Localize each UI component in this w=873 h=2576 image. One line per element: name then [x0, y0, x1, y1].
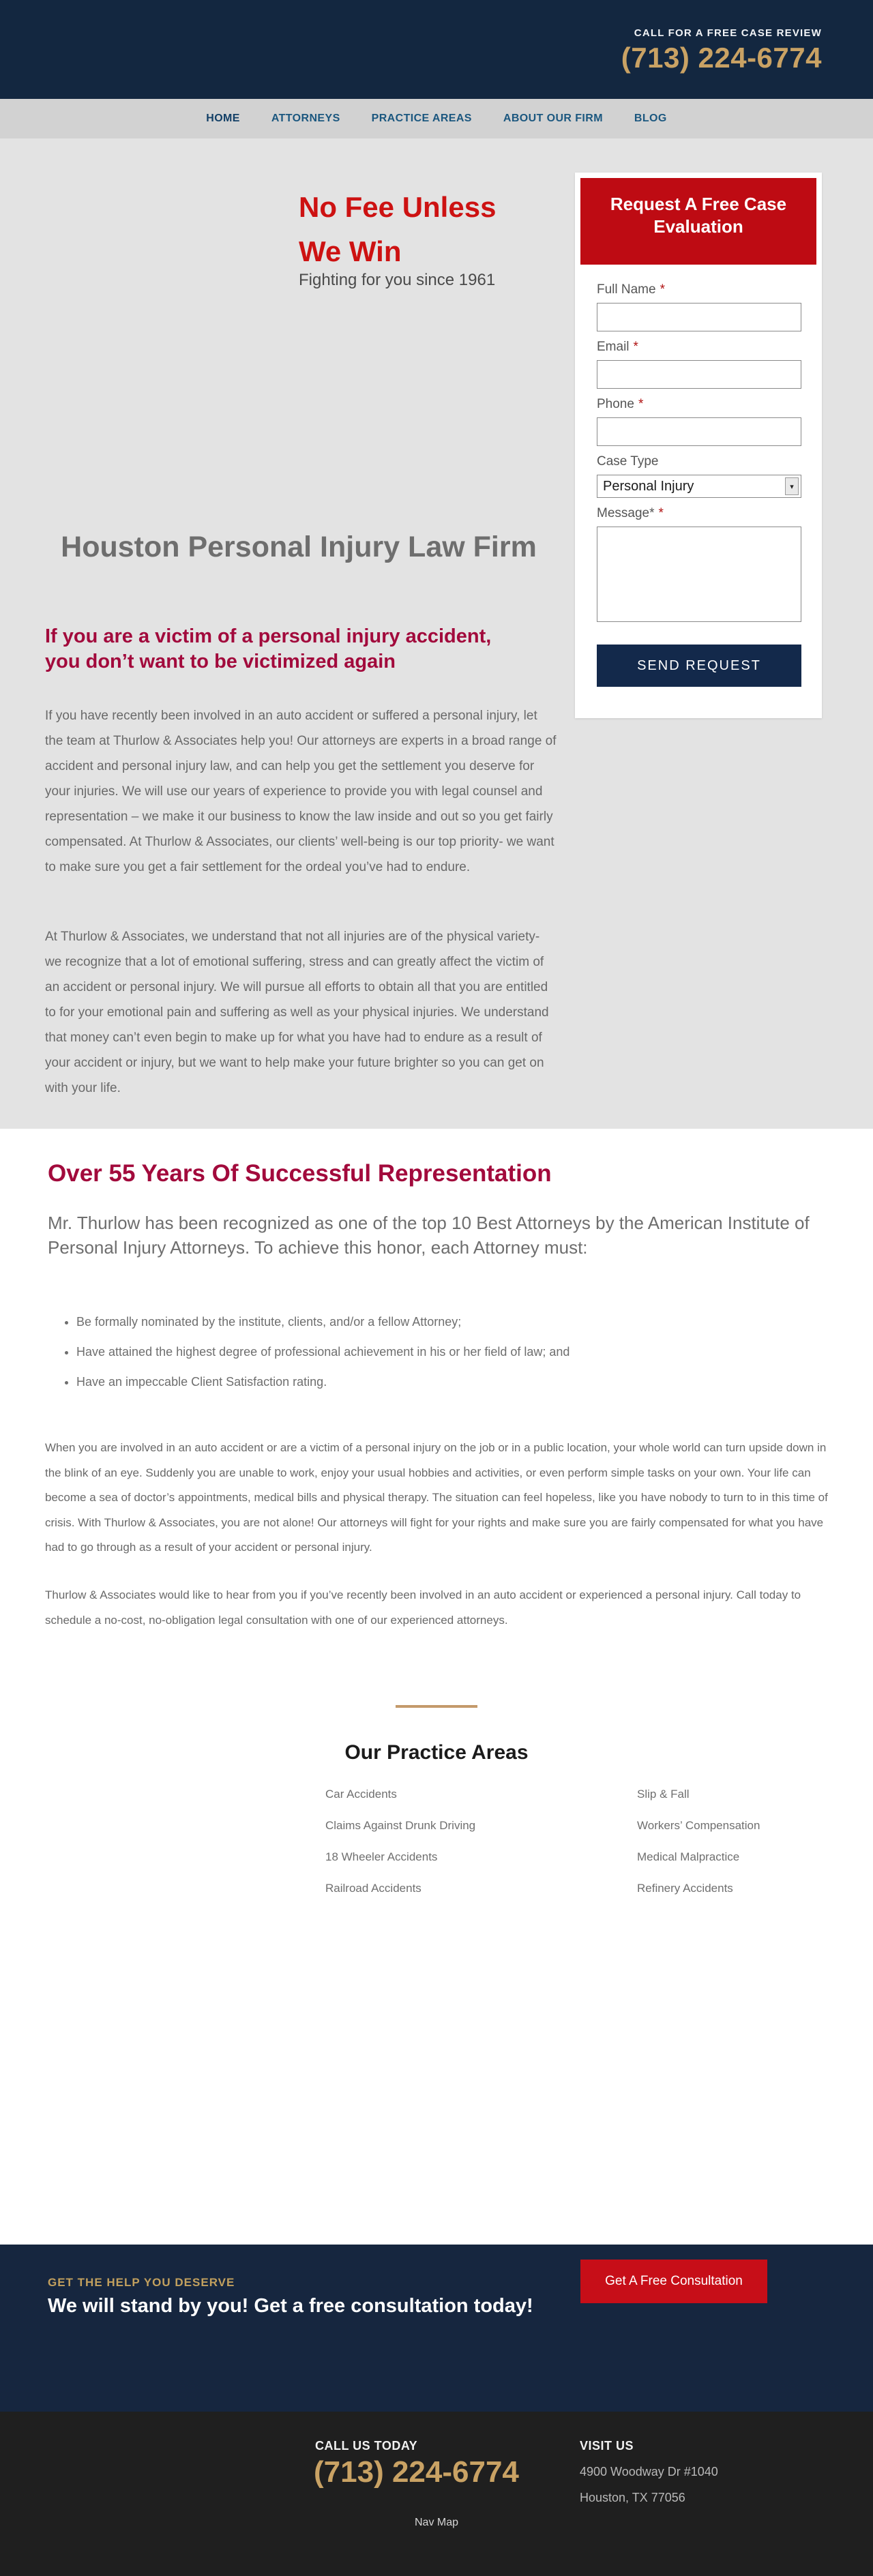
header-phone-number[interactable]: (713) 224-6774 — [621, 42, 822, 74]
case-type-label: Case Type — [597, 454, 659, 469]
practice-areas-left-column — [325, 1788, 475, 1913]
footer — [0, 2412, 873, 2576]
cta-band — [0, 2245, 873, 2412]
hero-headline — [299, 185, 496, 273]
representation-paragraph-2: Thurlow & Associates would like to hear from you if you’ve recently been involved in an auto accident or experienced a personal injury. Call today to schedule a no-cost, no-obligation legal consultation with one of our experienced attorneys. — [45, 1588, 801, 1627]
email-label: Email * — [597, 340, 638, 354]
practice-link-18-wheeler[interactable]: 18 Wheeler Accidents — [325, 1850, 438, 1863]
chevron-down-icon: ▾ — [785, 477, 799, 495]
phone-label: Phone * — [597, 397, 644, 411]
hero-paragraph-2: At Thurlow & Associates, we understand that not all injuries are of the physical variety- we recognize that a lot of emotional suffering, stress and can greatly affect the victim of an accident or personal injury. We will pursue all efforts to obtain all that you are entitled to for your emotional pain and suffering as well as your physical injuries. We understand that money can’t even begin to make up for what you have had to endure as a result of your accident or injury, but we want to help make your future brighter so you can get on with your life. — [45, 930, 549, 1096]
form-title: Request A Free Case Evaluation — [610, 194, 787, 237]
case-type-select[interactable] — [597, 475, 801, 498]
full-name-label: Full Name * — [597, 282, 665, 297]
message-label: Message* * — [597, 506, 664, 520]
representation-paragraph-1: When you are involved in an auto accident or are a victim of a personal injury on the job or in a public location, your whole world can turn upside down in the blink of an eye. Suddenly you are unable to work, enjoy your usual hobbies and activities, or even perform simple tasks on your own. Your life can become a sea of doctor’s appointments, medical bills and physical therapy. The situation can feel hopeless, like you have nobody to turn to in this time of crisis. With Thurlow & Associates, you are not alone! Our attorneys will fight for your rights and make sure you are fairly compensated for what you have had to go through as a result of your accident or personal injury. — [45, 1441, 828, 1554]
main-nav — [0, 99, 873, 138]
hero-tagline: Fighting for you since 1961 — [299, 271, 496, 289]
case-type-selected-value: Personal Injury — [603, 478, 694, 494]
practice-link-drunk-driving[interactable]: Claims Against Drunk Driving — [325, 1819, 476, 1832]
get-free-consultation-button[interactable]: Get A Free Consultation — [580, 2260, 767, 2303]
list-item: • Have an impeccable Client Satisfaction rating. — [76, 1373, 581, 1392]
required-asterisk: * — [633, 340, 638, 354]
nav-item-practice-areas[interactable]: PRACTICE AREAS — [371, 113, 472, 124]
form-header — [580, 178, 816, 265]
full-name-field[interactable] — [597, 303, 801, 331]
representation-heading: Over 55 Years Of Successful Representation — [48, 1160, 552, 1187]
list-item: • Be formally nominated by the institute, clients, and/or a fellow Attorney; — [76, 1313, 581, 1332]
required-asterisk: * — [660, 282, 665, 297]
hero-subheading: If you are a victim of a personal injury accident, you don’t want to be victimized again — [45, 625, 492, 673]
case-evaluation-form — [575, 173, 822, 718]
footer-phone-number[interactable]: (713) 224-6774 — [314, 2455, 519, 2489]
practice-link-refinery[interactable]: Refinery Accidents — [637, 1882, 733, 1895]
practice-link-car-accidents[interactable]: Car Accidents — [325, 1788, 397, 1801]
visit-us-label: VISIT US — [580, 2439, 634, 2453]
page-title: Houston Personal Injury Law Firm — [61, 531, 537, 563]
hero-headline-line2: We Win — [299, 235, 402, 268]
nav-item-about-our-firm[interactable]: ABOUT OUR FIRM — [503, 113, 603, 124]
practice-link-slip-fall[interactable]: Slip & Fall — [637, 1788, 690, 1801]
send-request-button[interactable]: SEND REQUEST — [597, 645, 801, 687]
practice-link-workers-comp[interactable]: Workers’ Compensation — [637, 1819, 760, 1832]
nav-map-link[interactable]: Nav Map — [414, 2517, 459, 2528]
hero-paragraph-1: If you have recently been involved in an auto accident or suffered a personal injury, let the team at Thurlow & Associates help you! Our attorneys are experts in a broad range of accident and personal injury law, and can help you get the settlement you deserve for your injuries. We will use our years of experience to provide you with legal counsel and representation – we make it our business to know the law inside and out so you get fairly compensated. At Thurlow & Associates, our clients’ well-being is our top priority- we want to make sure you get a fair settlement for the ordeal you’ve had to endure. — [45, 709, 557, 875]
hero-section — [0, 138, 873, 1129]
top-bar — [0, 0, 873, 99]
honor-criteria-list — [76, 1313, 581, 1403]
practice-link-railroad[interactable]: Railroad Accidents — [325, 1882, 421, 1895]
form-body — [580, 265, 816, 687]
message-field[interactable] — [597, 527, 801, 622]
footer-address-city: Houston, TX 77056 — [580, 2491, 685, 2504]
list-item: • Have attained the highest degree of professional achievement in his or her field of law; and — [76, 1343, 581, 1362]
call-for-review-label: CALL FOR A FREE CASE REVIEW — [634, 27, 822, 39]
call-us-today-label: CALL US TODAY — [315, 2439, 418, 2453]
practice-link-medical-malpractice[interactable]: Medical Malpractice — [637, 1850, 740, 1863]
footer-address-street: 4900 Woodway Dr #1040 — [580, 2465, 718, 2478]
phone-field[interactable] — [597, 417, 801, 446]
required-asterisk: * — [638, 397, 644, 411]
representation-lead: Mr. Thurlow has been recognized as one of the top 10 Best Attorneys by the American Institute of Personal Injury Attorneys. To achieve this honor, each Attorney must: — [48, 1213, 810, 1258]
nav-item-attorneys[interactable]: ATTORNEYS — [271, 113, 340, 124]
practice-areas-right-column — [637, 1788, 760, 1913]
nav-item-blog[interactable]: BLOG — [634, 113, 667, 124]
practice-areas-heading: Our Practice Areas — [344, 1741, 529, 1764]
representation-section — [0, 1129, 873, 2245]
cta-eyebrow: GET THE HELP YOU DESERVE — [48, 2276, 235, 2289]
hero-headline-line1: No Fee Unless — [299, 191, 497, 223]
cta-headline: We will stand by you! Get a free consultation today! — [48, 2295, 533, 2317]
gold-divider — [396, 1705, 477, 1708]
nav-item-home[interactable]: HOME — [206, 113, 240, 124]
email-field[interactable] — [597, 360, 801, 389]
required-asterisk: * — [658, 506, 664, 520]
